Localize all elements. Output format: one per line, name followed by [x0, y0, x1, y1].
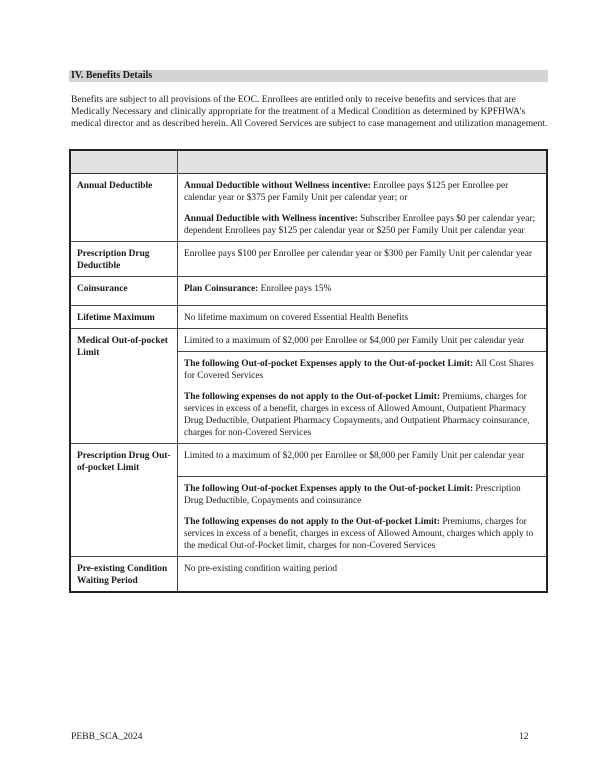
intro-paragraph: Benefits are subject to all provisions of the EOC. Enrollees are entitled only to receive benefits and services that are Medically Necessary and clinically appropriate for the treatment of a Medical Condition as determined by KPFHWA’s medical director and as described herein. All Covered Services are subject to case management and utilization management.: [71, 94, 548, 129]
table-row-annual-deductible: [70, 174, 547, 242]
term: Annual Deductible with Wellness incentive:: [184, 214, 358, 224]
row-label: Coinsurance: [70, 277, 178, 306]
table-row-coinsurance: [70, 277, 547, 306]
table-row-lifetime-max: [70, 306, 547, 329]
row-label: Medical Out-of-pocket Limit: [70, 329, 178, 444]
table-row-preexisting: [70, 557, 547, 593]
term: The following Out-of-pocket Expenses apply to the Out-of-pocket Limit:: [184, 484, 474, 494]
text: Premiums, charges for services in excess of a benefit, charges in excess of Allowed Amount, Outpatient Pharmacy Drug Deductible, Outpatient Pharmacy Copayments, and Outpatient Pharmacy coinsurance, charges for non-Covered Services: [184, 392, 530, 438]
row-label: Pre-existing Condition Waiting Period: [70, 557, 178, 593]
row-value: [178, 277, 548, 306]
footer-doc-id: PEBB_SCA_2024: [71, 731, 143, 742]
text: Premiums, charges for services in excess of a benefit, charges in excess of Allowed Amount, charges which apply to the medical Out-of-Pocket limit, charges for non-Covered Services: [184, 517, 534, 551]
row-value-limit: Limited to a maximum of $2,000 per Enrollee or $8,000 per Family Unit per calendar year: [178, 444, 548, 477]
text: Prescription Drug Deductible, Copayments and coinsurance: [184, 484, 521, 506]
table-row-rx-deductible: [70, 242, 547, 277]
term: Annual Deductible without Wellness incentive:: [184, 181, 371, 191]
text: Enrollee pays 15%: [258, 284, 332, 294]
header-cell-label: [70, 150, 178, 174]
term: Plan Coinsurance:: [184, 284, 259, 294]
text: Enrollee pays $125 per Enrollee per calendar year or $375 per Family Unit per calendar year; or: [184, 181, 509, 203]
row-label: Annual Deductible: [70, 174, 178, 242]
row-value-details: [178, 352, 548, 444]
row-value: No lifetime maximum on covered Essential Health Benefits: [178, 306, 548, 329]
table-header-row: [70, 150, 547, 174]
row-value: No pre-existing condition waiting period: [178, 557, 548, 593]
term: The following expenses do not apply to the Out-of-pocket Limit:: [184, 392, 440, 402]
table-row-rx-oop: [70, 444, 547, 477]
section-heading: IV. Benefits Details: [69, 70, 548, 82]
row-value-limit: Limited to a maximum of $2,000 per Enrollee or $4,000 per Family Unit per calendar year: [178, 329, 548, 352]
header-cell-value: [178, 150, 548, 174]
text: All Cost Shares for Covered Services: [184, 359, 534, 381]
row-label: Prescription Drug Out-of-pocket Limit: [70, 444, 178, 557]
text: Subscriber Enrollee pays $0 per calendar year; dependent Enrollees pay $125 per calendar year or $250 per Family Unit per calendar year: [184, 214, 536, 236]
row-value-details: [178, 477, 548, 557]
row-label: Prescription Drug Deductible: [70, 242, 178, 277]
page-number: 12: [519, 731, 529, 742]
term: The following expenses do not apply to the Out-of-pocket Limit:: [184, 517, 440, 527]
row-value: [178, 174, 548, 242]
row-value: Enrollee pays $100 per Enrollee per calendar year or $300 per Family Unit per calendar year: [178, 242, 548, 277]
term: The following Out-of-pocket Expenses apply to the Out-of-pocket Limit:: [184, 359, 474, 369]
table-row-medical-oop: [70, 329, 547, 352]
benefits-table: [69, 149, 548, 593]
row-label: Lifetime Maximum: [70, 306, 178, 329]
